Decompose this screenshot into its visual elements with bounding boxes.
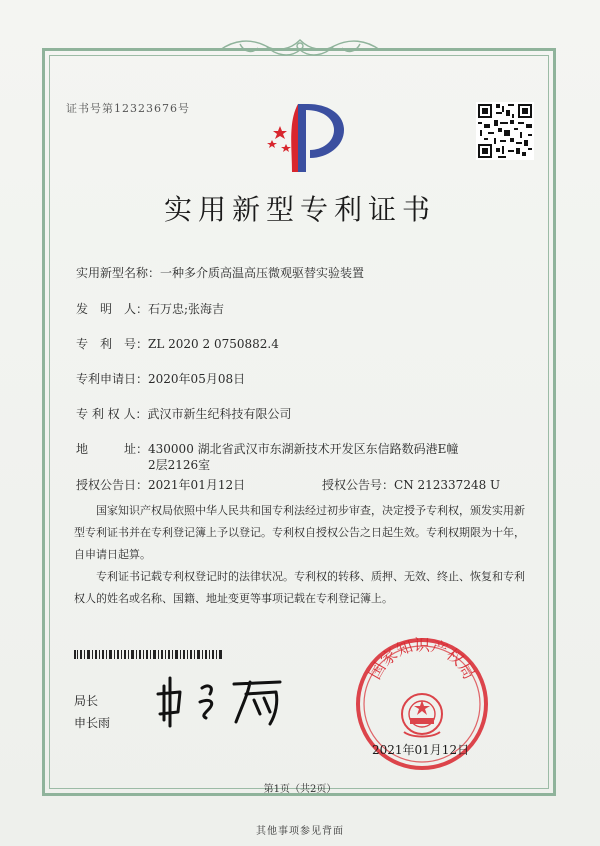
address-row [76,440,458,457]
patent-number-row [76,335,279,352]
handwritten-signature-icon [150,672,300,730]
filing-date-value: 2020年05月08日 [148,372,246,386]
footer-note: 其他事项参见背面 [256,826,344,837]
utility-model-name-row [76,264,364,281]
legal-status-paragraph: 专利证书记载专利权登记时的法律状况。专利权的转移、质押、无效、终止、恢复和专利权人的姓名或名称、国籍、地址变更等事项记载在专利登记簿上。 [74,570,525,605]
qr-code-icon [476,102,534,160]
svg-text:国家知识产权局 [365,636,479,683]
utility-model-name-value: 一种多介质高温高压微观驱替实验装置 [160,266,365,280]
address-row-continued [148,456,210,473]
seal-date: 2021年01月12日 [372,743,470,757]
top-ornament-icon [210,36,390,62]
barcode-icon [74,650,224,659]
signatory-title: 局长 [74,694,99,708]
inventor-row [76,300,224,317]
grant-statement-paragraph: 国家知识产权局依照中华人民共和国专利法经过初步审查，决定授予专利权，颁发实用新型专利证书并在专利登记簿上予以登记。专利权自授权公告之日起生效。专利权期限为十年，自申请日起算。 [74,504,525,561]
filing-date-row [76,370,245,387]
grant-date-row [76,476,245,493]
address-label: 地 址： [76,442,149,456]
patentee-label: 专 利 权 人： [76,407,148,421]
page-number: 第1页（共2页） [263,784,337,795]
signatory-block [74,690,110,734]
inventor-label: 发 明 人： [76,302,149,316]
cnipa-logo-icon [258,98,348,178]
address-value-line2: 2层2126室 [148,458,211,472]
grant-date-label: 授权公告日： [76,478,149,492]
grant-date-value: 2021年01月12日 [148,478,246,492]
certificate-number: 证书号第12323676号 [66,102,190,115]
grant-number-row [322,476,500,493]
patent-number-label: 专 利 号： [76,337,149,351]
seal-text: 国家知识产权局 [365,635,479,683]
signatory-name: 申长雨 [74,716,111,730]
patentee-value: 武汉市新生纪科技有限公司 [147,407,292,421]
address-value-line1: 430000 湖北省武汉市东湖新技术开发区东信路数码港E幢 [148,442,459,456]
grant-number-value: CN 212337248 U [394,478,501,492]
inventor-value: 石万忠;张海吉 [148,302,225,316]
utility-model-name-label: 实用新型名称： [76,266,161,280]
filing-date-label: 专利申请日： [76,372,149,386]
patent-number-value: ZL 2020 2 0750882.4 [148,337,279,351]
certificate-title: 实用新型专利证书 [163,193,436,226]
patentee-row [76,405,291,422]
grant-number-label: 授权公告号： [322,478,395,492]
